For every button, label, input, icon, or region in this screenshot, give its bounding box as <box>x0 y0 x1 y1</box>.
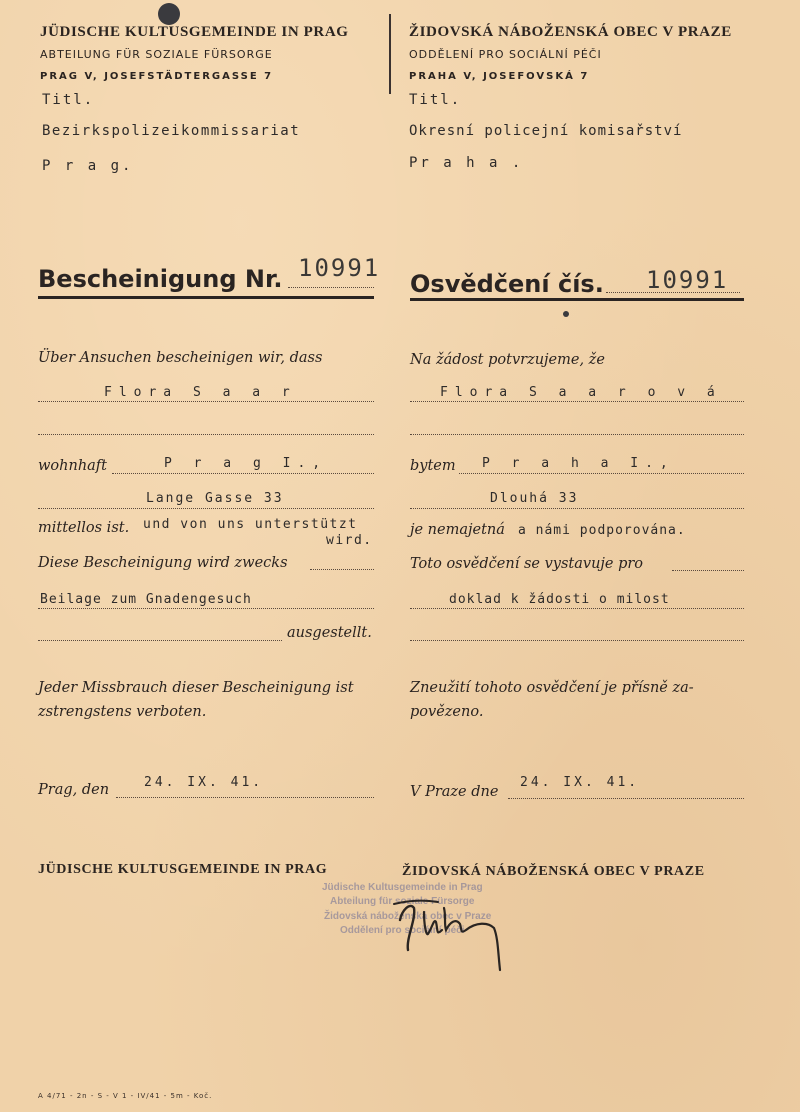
left-intro: Über Ansuchen bescheinigen wir, dass <box>38 350 323 366</box>
left-dept: ABTEILUNG FÜR SOZIALE FÜRSORGE <box>40 48 273 61</box>
left-number: 10991 <box>298 254 381 282</box>
right-address: PRAHA V, JOSEFOVSKÁ 7 <box>409 71 590 82</box>
punch-hole <box>158 3 180 25</box>
left-salutation: Titl. <box>42 92 95 108</box>
left-warning-line2: zstrengstens verboten. <box>38 704 207 720</box>
right-signature-org: ŽIDOVSKÁ NÁBOŽENSKÁ OBEC V PRAZE <box>402 864 705 879</box>
right-recipient: Okresní policejní komisařství <box>409 123 683 139</box>
left-name: Flora S a a r <box>104 385 297 400</box>
left-destitute-value: und von uns unterstützt <box>143 517 358 532</box>
right-salutation: Titl. <box>409 92 462 108</box>
right-title-rule <box>410 298 744 301</box>
left-destitute-value2: wird. <box>326 533 373 548</box>
left-purpose: Beilage zum Gnadengesuch <box>40 592 252 607</box>
right-date-label: V Praze dne <box>410 784 499 800</box>
right-destitute-value: a námi podporována. <box>518 523 686 538</box>
left-purpose-label: Diese Bescheinigung wird zwecks <box>38 555 288 571</box>
right-title: Osvědčení čís. <box>410 270 604 298</box>
left-recipient: Bezirkspolizeikommissariat <box>42 123 301 139</box>
right-warning-line2: povězeno. <box>410 704 484 720</box>
right-purpose-label: Toto osvědčení se vystavuje pro <box>410 556 644 572</box>
left-issued: ausgestellt. <box>287 625 372 641</box>
left-org-name: JÜDISCHE KULTUSGEMEINDE IN PRAG <box>40 24 349 40</box>
left-warning-line1: Jeder Missbrauch dieser Bescheinigung ist <box>38 680 354 696</box>
left-date-label: Prag, den <box>38 782 110 798</box>
right-residence-label: bytem <box>410 458 456 474</box>
right-org-name: ŽIDOVSKÁ NÁBOŽENSKÁ OBEC V PRAZE <box>409 24 732 40</box>
left-title-rule <box>38 296 374 299</box>
left-title: Bescheinigung Nr. <box>38 265 283 293</box>
header-divider <box>389 14 391 94</box>
left-address: PRAG V, JOSEFSTÄDTERGASSE 7 <box>40 71 274 82</box>
right-purpose: doklad k žádosti o milost <box>449 592 670 607</box>
stamp-line2: Abteilung für soziale Fürsorge <box>330 896 475 907</box>
right-number: 10991 <box>646 266 729 294</box>
right-destitute-label: je nemajetná <box>410 522 505 538</box>
handwritten-signature <box>380 890 520 980</box>
stamp-line3: Židovská náboženská obec v Praze <box>324 911 492 922</box>
right-dept: ODDĚLENÍ PRO SOCIÁLNÍ PÉČI <box>409 48 602 61</box>
right-warning-line1: Zneužití tohoto osvědčení je přísně za- <box>410 680 694 696</box>
left-residence-label: wohnhaft <box>38 458 107 474</box>
stamp-line1: Jüdische Kultusgemeinde in Prag <box>322 882 483 893</box>
footer-print-code: A 4/71 - 2n - S - V 1 - IV/41 - 5m - Koč. <box>38 1092 213 1100</box>
left-destitute-label: mittellos ist. <box>38 520 130 536</box>
right-residence: P r a h a I., <box>482 456 675 471</box>
stamp-line4: Oddělení pro sociální péči <box>340 925 465 936</box>
right-name: Flora S a a r o v á <box>440 385 722 400</box>
right-street: Dlouhá 33 <box>490 491 579 506</box>
left-signature-org: JÜDISCHE KULTUSGEMEINDE IN PRAG <box>38 862 328 877</box>
left-city: P r a g. <box>42 158 134 174</box>
left-residence: P r a g I., <box>164 456 328 471</box>
left-date: 24. IX. 41. <box>144 775 264 790</box>
right-date: 24. IX. 41. <box>520 775 640 790</box>
right-city: Pr a h a . <box>409 155 524 171</box>
left-street: Lange Gasse 33 <box>146 491 284 506</box>
right-intro: Na žádost potvrzujeme, že <box>410 352 605 368</box>
